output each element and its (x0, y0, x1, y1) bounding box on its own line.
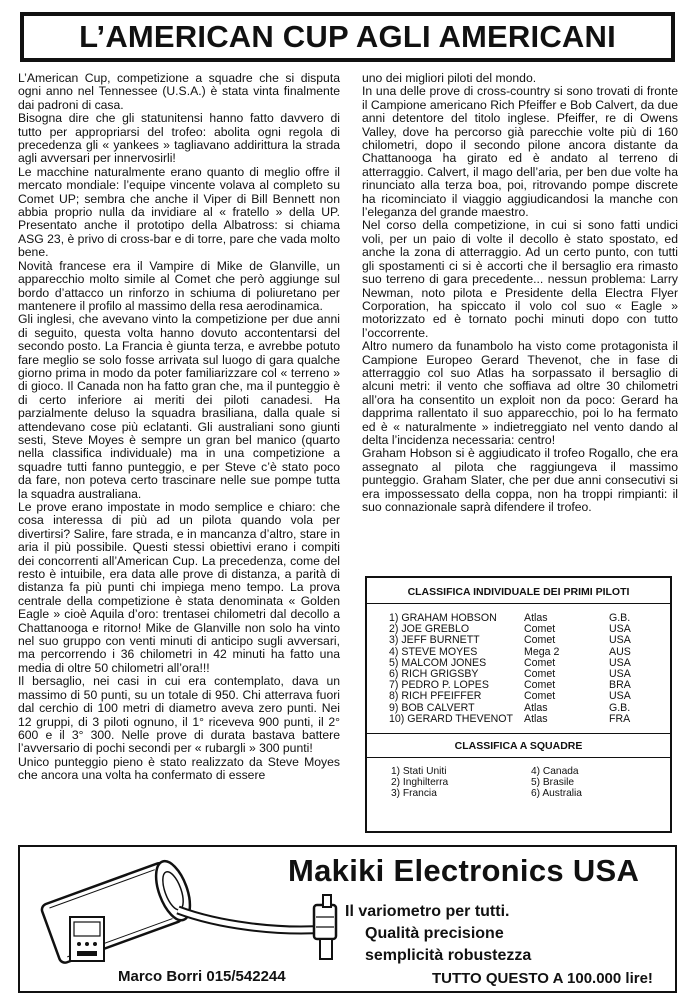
article-paragraph: Unico punteggio pieno è stato realizzato da Steve Moyes che ancora una volta ha confermato di essere (18, 754, 340, 783)
ad-price: TUTTO QUESTO A 100.000 lire! (432, 970, 653, 987)
ad-contact: Marco Borri 015/542244 (118, 968, 286, 985)
advertisement (18, 845, 677, 993)
article-paragraph: Nel corso della competizione, in cui si sono fatti undici voli, per un paio di volte il decollo è stato spostato, ed anche la zona di atterraggio. Ad un certo punto, con tutti gli spostamenti ci si è accorti che il bersaglio era rimasto suo terreno di gara precedente... nessun problema: Larry Newman, noto pilota e Presidente della Electra Flyer Corporation, ha spiccato il volo col suo « Eagle » motorizzato ed è tornato pochi minuti dopo con tutto l’occorrente. (362, 218, 678, 340)
team-entry: 5) Brasile (531, 777, 575, 789)
ad-brand: Makiki Electronics USA (288, 853, 640, 888)
team-entry: 3) Francia (391, 788, 437, 800)
ad-slogan: Il variometro per tutti. (345, 903, 510, 920)
ranking-row: 9) BOB CALVERT Atlas G.B. (389, 701, 631, 714)
ranking-row: 2) JOE GREBLO Comet USA (389, 623, 631, 636)
article-paragraph: L’American Cup, competizione a squadre che si disputa ogni anno nel Tennessee (U.S.A.) è stata vinta finalmente dai padroni di casa. (18, 71, 340, 112)
team-entry: 4) Canada (531, 766, 579, 778)
ranking-row: 6) RICH GRIGSBY Comet USA (389, 668, 631, 681)
ad-feature-line: semplicità robustezza (365, 947, 532, 964)
article-paragraph: Altro numero da funambolo ha visto come protagonista il Campione Europeo Gerard Thevenot, che in fase di atterraggio col suo Atlas ha sorpassato il bersaglio di alcuni metri: il vento che soffiava ad oltre 30 chilometri all’ora ha consentito un exploit non da poco: Gerard ha dapprima rallentato il suo apparecchio, poi lo ha fermato ed è « naturalmente » indietreggiato nel vento dando al delta l’incidenza necessaria: centro! (362, 339, 678, 447)
ranking-row: 3) JEFF BURNETT Comet USA (389, 634, 631, 647)
page-title: L’AMERICAN CUP AGLI AMERICANI (20, 12, 675, 62)
classifica-box (365, 576, 672, 833)
individual-ranking-list (367, 604, 670, 733)
team-entry: 1) Stati Uniti (391, 766, 447, 778)
ranking-row: 5) MALCOM JONES Comet USA (389, 656, 631, 669)
article-column-right (362, 72, 678, 514)
team-ranking-list (367, 758, 670, 800)
article-paragraph: Novità francese era il Vampire di Mike de Glanville, un apparecchio molto simile al Comet che però aggiunge sul bordo d’attacco un rinforzo in schiuma di poliuretano per mantenere il profilo al massimo della resa aerodinamica. (18, 258, 340, 313)
article-paragraph: Il bersaglio, nei casi in cui era contemplato, dava un massimo di 50 punti, su un totale di 950. Chi atterrava fuori dal cerchio di 100 metri di diametro aveva zero punti. Nei 12 gruppi, di 3 piloti ognuno, il 1° riceveva 900 punti, il 2° 600 e il 3° 300. Nelle prove di durata bastava battere l’avversario di pochi secondi per « rubargli » 300 punti! (18, 674, 340, 756)
article-paragraph: Le macchine naturalmente erano quanto di meglio offre il mercato mondiale: l’equipe vincente volava al completo su Comet UP; sembra che anche il Viper di Bill Bennett non abbia proprio nulla da invidiare al « fratello » della UP. Presentato anche il prototipo della Albatross: si chiama ASG 23, è privo di cross-bar e di torre, pare che vada molto bene. (18, 164, 340, 260)
ranking-row: 1) GRAHAM HOBSON Atlas G.B. (389, 612, 631, 624)
ad-feature-line: Qualità precisione (365, 925, 504, 942)
article-column-left (18, 72, 340, 783)
individual-ranking-title: CLASSIFICA INDIVIDUALE DEI PRIMI PILOTI (367, 578, 670, 604)
article-paragraph: Bisogna dire che gli statunitensi hanno fatto davvero di tutto per appropriarsi del trofeo: abolita ogni regola di precedenza gli « yankees » tagliavano addirittura la strada agli avversari per innervosirli! (18, 111, 340, 166)
ranking-row: 4) STEVE MOYES Mega 2 AUS (389, 645, 631, 658)
ranking-row: 8) RICH PFEIFFER Comet USA (389, 690, 631, 703)
article-paragraph: Le prove erano impostate in modo semplice e chiaro: che cosa interessa di più ad un pilota quando vola per divertirsi? Salire, fare strada, e in mancanza d’altro, stare in aria il più possibile. Questi stessi obiettivi erano i compiti dei concorrenti all’American Cup. La precedenza, come del resto è intuibile, era data alle prove di distanza, a parità di distanza fa più punti chi impiega meno tempo. La prova centrale della competizione è stata denominata « Golden Eagle » cioè Aquila d’oro: trentasei chilometri dal decollo a Chattanooga e ritorno! Mike de Glanville non solo ha vinto nel suo gruppo con venti minuti di anticipo sugli avversari, ma percorrendo i 36 chilometri in 42 minuti ha fatto una media di oltre 50 chilometri all’ora!!! (18, 500, 340, 675)
article-paragraph: Graham Hobson si è aggiudicato il trofeo Rogallo, che era assegnato al pilota che raggiungeva il massimo punteggio. Graham Slater, che per due anni consecutivi si era impossessato della coppa, non ha troppi rimpianti: il suo connazionale saprà difendere il trofeo. (362, 446, 678, 514)
article-paragraph: uno dei migliori piloti del mondo. (362, 71, 537, 85)
team-entry: 2) Inghilterra (391, 777, 449, 789)
team-ranking-title: CLASSIFICA A SQUADRE (367, 733, 670, 758)
article-paragraph: Gli inglesi, che avevano vinto la competizione per due anni di seguito, questa volta hanno dovuto accontentarsi del secondo posto. La Francia è giunta terza, e avrebbe potuto fare meglio se solo fosse arrivata sul luogo di gara qualche giorno prima in modo da poter familiarizzare col « terreno » di gioco. Il Canada non ha fatto gran che, ma il punteggio è di certo inferiore ai meriti dei piloti canadesi. Ha parzialmente deluso la squadra brasiliana, dalla quale si attendevano cose più eclatanti. Gli australiani sono giunti sesti, Steve Moyes è sempre un gran bel manico (quarto nella classifica individuale) ma in una competizione a squadre tutti fanno punteggio, e per Steve c’è stato poco da fare, non poteva certo trascinare nelle sue pompe tutta la squadra australiana. (18, 312, 340, 501)
ranking-row: 7) PEDRO P. LOPES Comet BRA (389, 679, 631, 692)
team-entry: 6) Australia (531, 788, 582, 800)
article-paragraph: In una delle prove di cross-country si sono trovati di fronte il Campione americano Rich Pfeiffer e Bob Calvert, da due anni detentore del titolo inglese. Pfeiffer, re di Owens Valley, dove ha percorso già parecchie volte più di 160 chilometri, dopo il secondo pilone ancora distante da Chattanooga ha girato ed è andato al terreno di atterraggio. Calvert, il mago dell’aria, per ben due volte ha rinunciato alla terza boa, poi, ritrovando pompe discrete ha ricominciato il viaggio aggiudicandosi la manche con l’eleganza del grande maestro. (362, 84, 678, 220)
ranking-row: 10) GERARD THEVENOT Atlas FRA (389, 712, 631, 725)
